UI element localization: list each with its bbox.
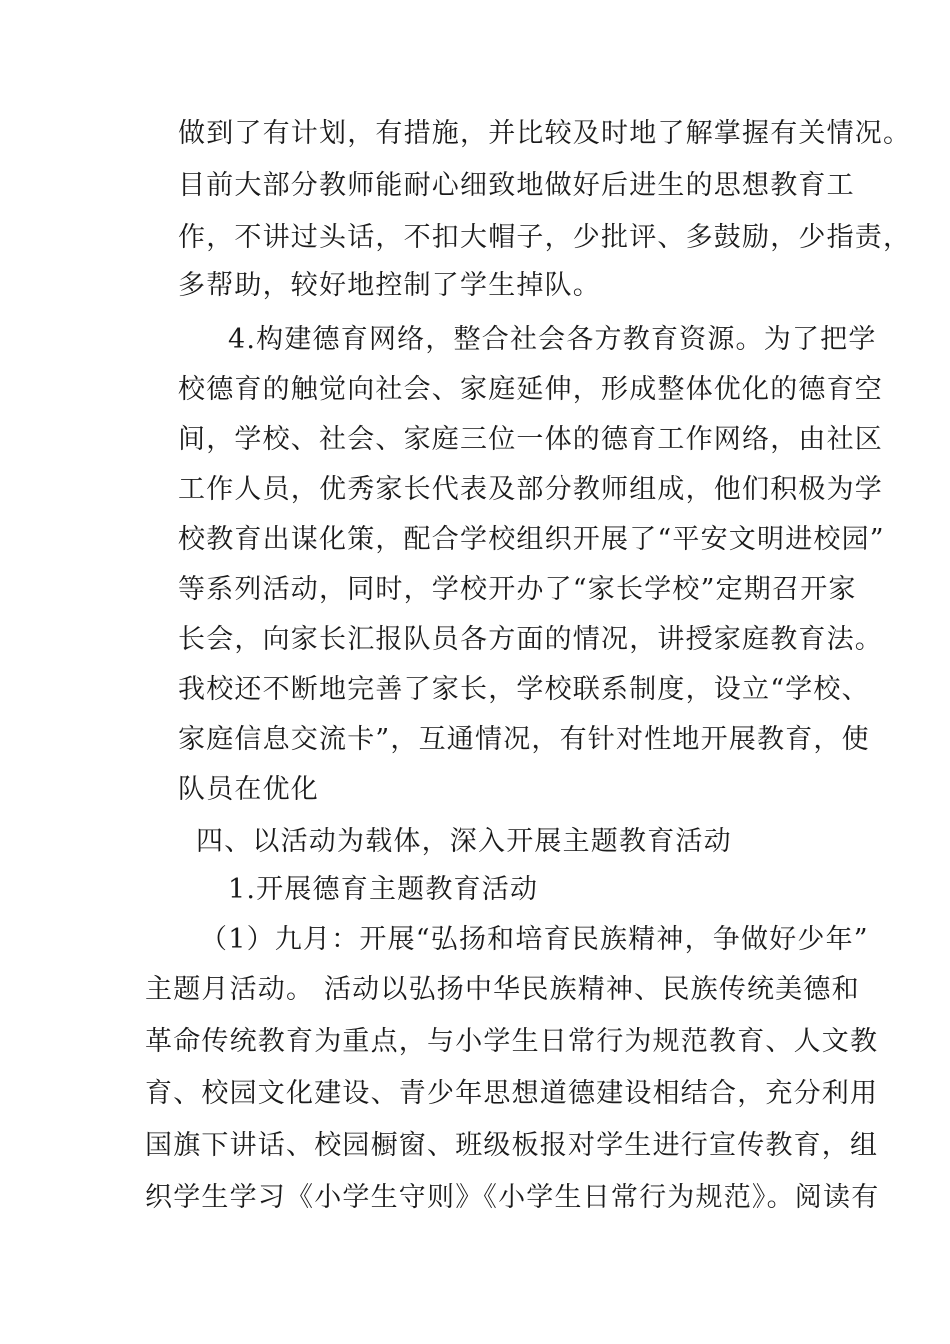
text-line: 目前大部分教师能耐心细致地做好后进生的思想教育工	[178, 170, 855, 201]
text-line: 工作人员，优秀家长代表及部分教师组成，他们积极为学	[178, 474, 883, 505]
text-line: 国旗下讲话、校园橱窗、班级板报对学生进行宣传教育，组	[145, 1130, 879, 1161]
text-line: 等系列活动，同时，学校开办了“家长学校”定期召开家	[178, 574, 857, 605]
text-line: 革命传统教育为重点，与小学生日常行为规范教育、人文教	[145, 1026, 879, 1057]
text-line: 校德育的触觉向社会、家庭延伸，形成整体优化的德育空	[178, 374, 883, 405]
subsection-heading-1: 1.开展德育主题教育活动	[228, 874, 539, 905]
text-line: 做到了有计划，有措施，并比较及时地了解掌握有关情况。	[178, 118, 912, 149]
item-heading-1: （1）九月：开展“弘扬和培育民族精神，争做好少年”	[200, 924, 869, 955]
section-heading-4: 4.构建德育网络，整合社会各方教育资源。为了把学	[228, 324, 877, 355]
text-line: 作，不讲过头话，不扣大帽子，少批评、多鼓励，少指责，	[178, 222, 912, 253]
text-line: 长会，向家长汇报队员各方面的情况，讲授家庭教育法。	[178, 624, 883, 655]
text-line: 我校还不断地完善了家长，学校联系制度，设立“学校、	[178, 674, 870, 705]
text-line: 主题月活动。 活动以弘扬中华民族精神、民族传统美德和	[145, 974, 860, 1005]
text-line: 家庭信息交流卡”，互通情况，有针对性地开展教育，使	[178, 724, 870, 755]
text-line: 育、校园文化建设、青少年思想道德建设相结合，充分利用	[145, 1078, 879, 1109]
text-line: 多帮助，较好地控制了学生掉队。	[178, 270, 601, 301]
text-line: 间，学校、社会、家庭三位一体的德育工作网络，由社区	[178, 424, 883, 455]
text-line: 队员在优化	[178, 774, 319, 805]
text-line: 织学生学习《小学生守则》《小学生日常行为规范》。阅读有	[145, 1182, 880, 1213]
section-heading-four: 四、以活动为载体，深入开展主题教育活动	[196, 826, 732, 857]
text-line: 校教育出谋化策，配合学校组织开展了“平安文明进校园”	[178, 524, 885, 555]
